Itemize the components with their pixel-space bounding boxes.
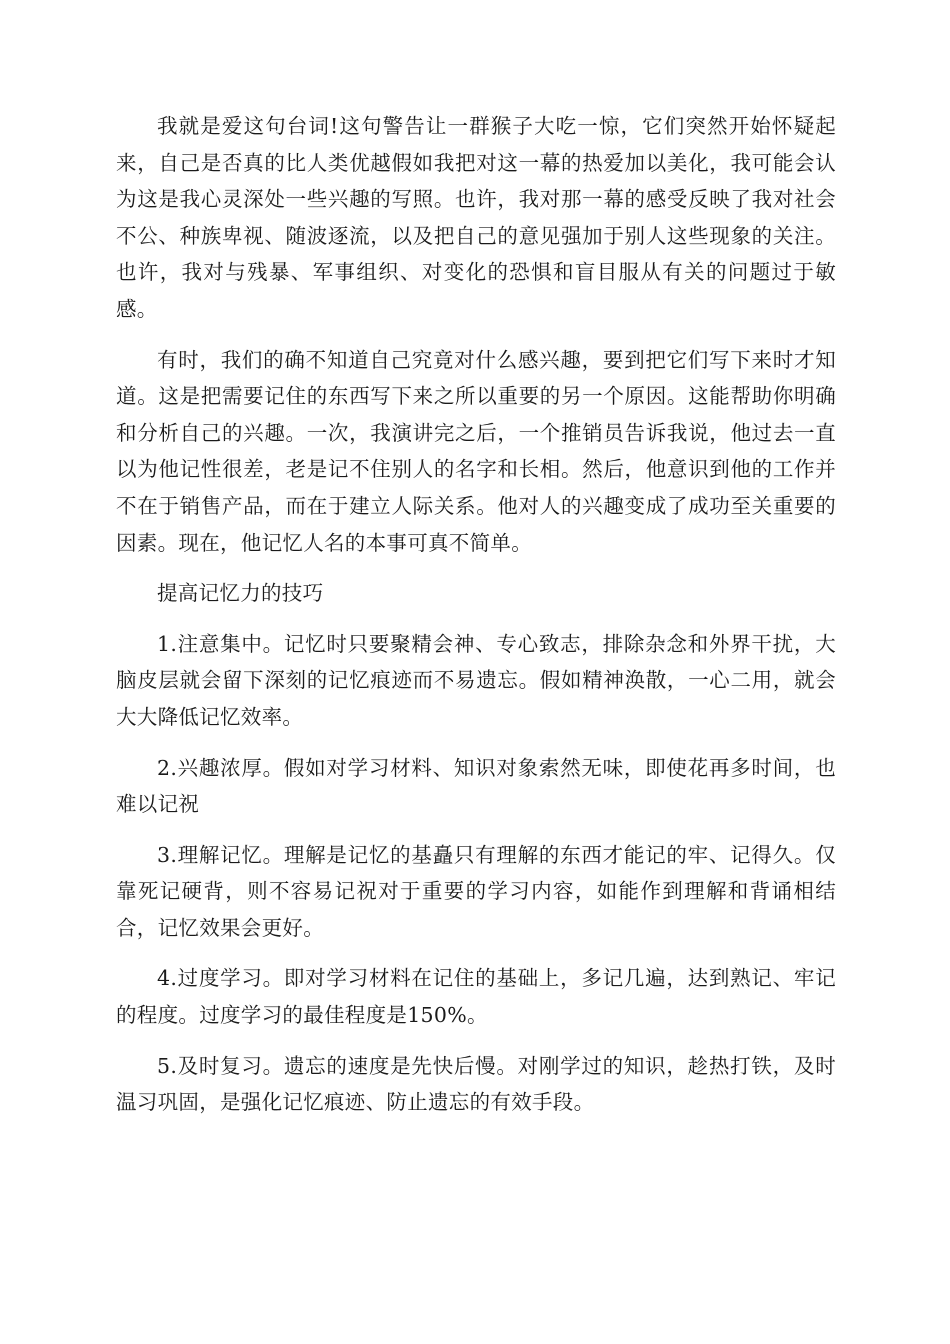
tip-paragraph-3: 3.理解记忆。理解是记忆的基矗只有理解的东西才能记的牢、记得久。仅靠死记硬背，则不容易记祝对于重要的学习内容，如能作到理解和背诵相结合，记忆效果会更好。 [116,842,836,940]
tip-paragraph-1: 1.注意集中。记忆时只要聚精会神、专心致志，排除杂念和外界干扰，大脑皮层就会留下深刻的记忆痕迹而不易遗忘。假如精神涣散，一心二用，就会大大降低记忆效率。 [116,631,836,729]
body-paragraph-1: 我就是爱这句台词!这句警告让一群猴子大吃一惊，它们突然开始怀疑起来，自己是否真的比人类优越假如我把对这一幕的热爱加以美化，我可能会认为这是我心灵深处一些兴趣的写照。也许，我对那一幕的感受反映了我对社会不公、种族卑视、随波逐流，以及把自己的意见强加于别人这些现象的关注。也许，我对与残暴、军事组织、对变化的恐惧和盲目服从有关的问题过于敏感。 [116,114,836,321]
body-paragraph-2: 有时，我们的确不知道自己究竟对什么感兴趣，要到把它们写下来时才知道。这是把需要记住的东西写下来之所以重要的另一个原因。这能帮助你明确和分析自己的兴趣。一次，我演讲完之后，一个推销员告诉我说，他过去一直以为他记性很差，老是记不住别人的名字和长相。然后，他意识到他的工作并不在于销售产品，而在于建立人际关系。他对人的兴趣变成了成功至关重要的因素。现在，他记忆人名的本事可真不简单。 [116,347,836,555]
tip-paragraph-4: 4.过度学习。即对学习材料在记住的基础上，多记几遍，达到熟记、牢记的程度。过度学习的最佳程度是150%。 [116,966,836,1028]
section-heading: 提高记忆力的技巧 [157,581,324,606]
tip-paragraph-5: 5.及时复习。遗忘的速度是先快后慢。对刚学过的知识，趁热打铁，及时温习巩固，是强化记忆痕迹、防止遗忘的有效手段。 [116,1053,836,1115]
document-page [116,108,836,1135]
tip-paragraph-2: 2.兴趣浓厚。假如对学习材料、知识对象索然无味，即使花再多时间，也难以记祝 [116,755,836,817]
